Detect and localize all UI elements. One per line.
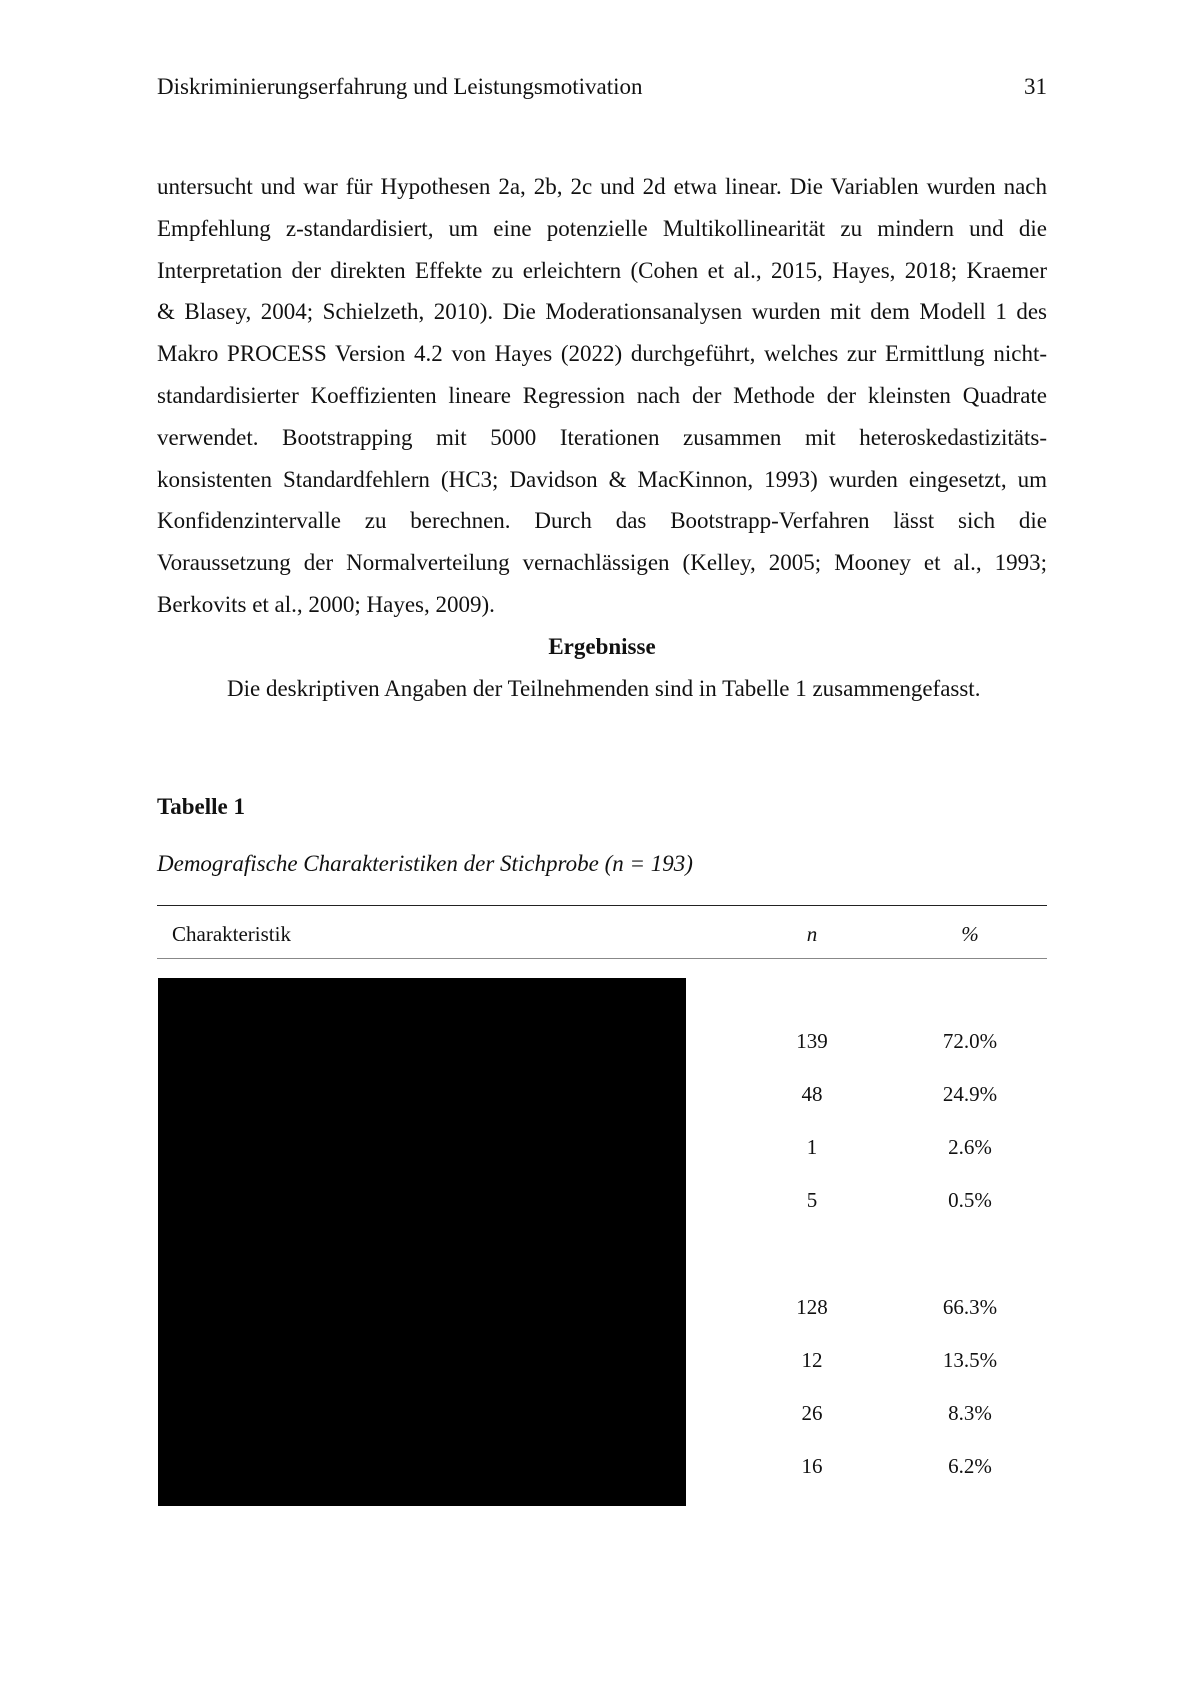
table-cell-percent: 2.6% [948,1135,992,1159]
table-cell-percent: 8.3% [948,1401,992,1425]
intro-paragraph: Die deskriptiven Angaben der Teilnehmenden sind in Tabelle 1 zusammengefasst. [227,675,981,701]
table-cell-n: 12 [801,1348,823,1372]
page-number: 31 [1024,74,1047,99]
section-heading: Ergebnisse [548,633,656,659]
table-cell-n: 139 [796,1029,828,1053]
table-cell-n: 16 [801,1454,823,1478]
paragraph-line: & Blasey, 2004; Schielzeth, 2010). Die Moderationsanalysen wurden mit dem Modell 1 des [157,299,1047,325]
table-cell-percent: 72.0% [942,1029,998,1053]
table-cell-n: 26 [801,1401,823,1425]
column-header-n: n [806,922,818,946]
paragraph-line: Konfidenzintervalle zu berechnen. Durch das Bootstrapp-Verfahren lässt sich die [157,508,1047,534]
table-cell-n: 5 [806,1188,818,1212]
table-cell-n: 48 [801,1082,823,1106]
table-cell-percent: 6.2% [948,1454,992,1478]
redacted-block [158,978,686,1506]
paragraph-line: verwendet. Bootstrapping mit 5000 Iterationen zusammen mit heteroskedastizitäts- [157,424,1047,450]
table-header-rule [157,958,1047,959]
column-header-percent: % [961,922,979,946]
table-cell-percent: 0.5% [948,1188,992,1212]
table-cell-percent: 24.9% [942,1082,998,1106]
paragraph-line: Interpretation der direkten Effekte zu erleichtern (Cohen et al., 2015, Hayes, 2018; Kraemer [157,257,1047,283]
table-cell-n: 128 [796,1295,828,1319]
paragraph-line: untersucht und war für Hypothesen 2a, 2b, 2c und 2d etwa linear. Die Variablen wurden nach [157,174,1047,199]
table-label: Tabelle 1 [157,794,245,819]
paragraph-line: Makro PROCESS Version 4.2 von Hayes (2022) durchgeführt, welches zur Ermittlung nicht- [157,341,1047,367]
column-header-characteristic: Charakteristik [172,922,291,946]
table-cell-percent: 13.5% [942,1348,998,1372]
paragraph-line: standardisierter Koeffizienten lineare Regression nach der Methode der kleinsten Quadrate [157,382,1047,408]
table-caption: Demografische Charakteristiken der Stichprobe (n = 193) [157,851,693,876]
table-top-rule [157,905,1047,906]
paragraph-line: Empfehlung z-standardisiert, um eine potenzielle Multikollinearität zu mindern und die [157,215,1047,241]
paragraph-line: Berkovits et al., 2000; Hayes, 2009). [157,591,495,617]
table-cell-n: 1 [806,1135,818,1159]
paragraph-line: konsistenten Standardfehlern (HC3; Davidson & MacKinnon, 1993) wurden eingesetzt, um [157,466,1047,492]
body-text [157,166,1047,709]
running-title: Diskriminierungserfahrung und Leistungsmotivation [157,74,643,99]
table-cell-percent: 66.3% [942,1295,998,1319]
paragraph-line: Voraussetzung der Normalverteilung vernachlässigen (Kelley, 2005; Mooney et al., 1993; [157,550,1047,576]
